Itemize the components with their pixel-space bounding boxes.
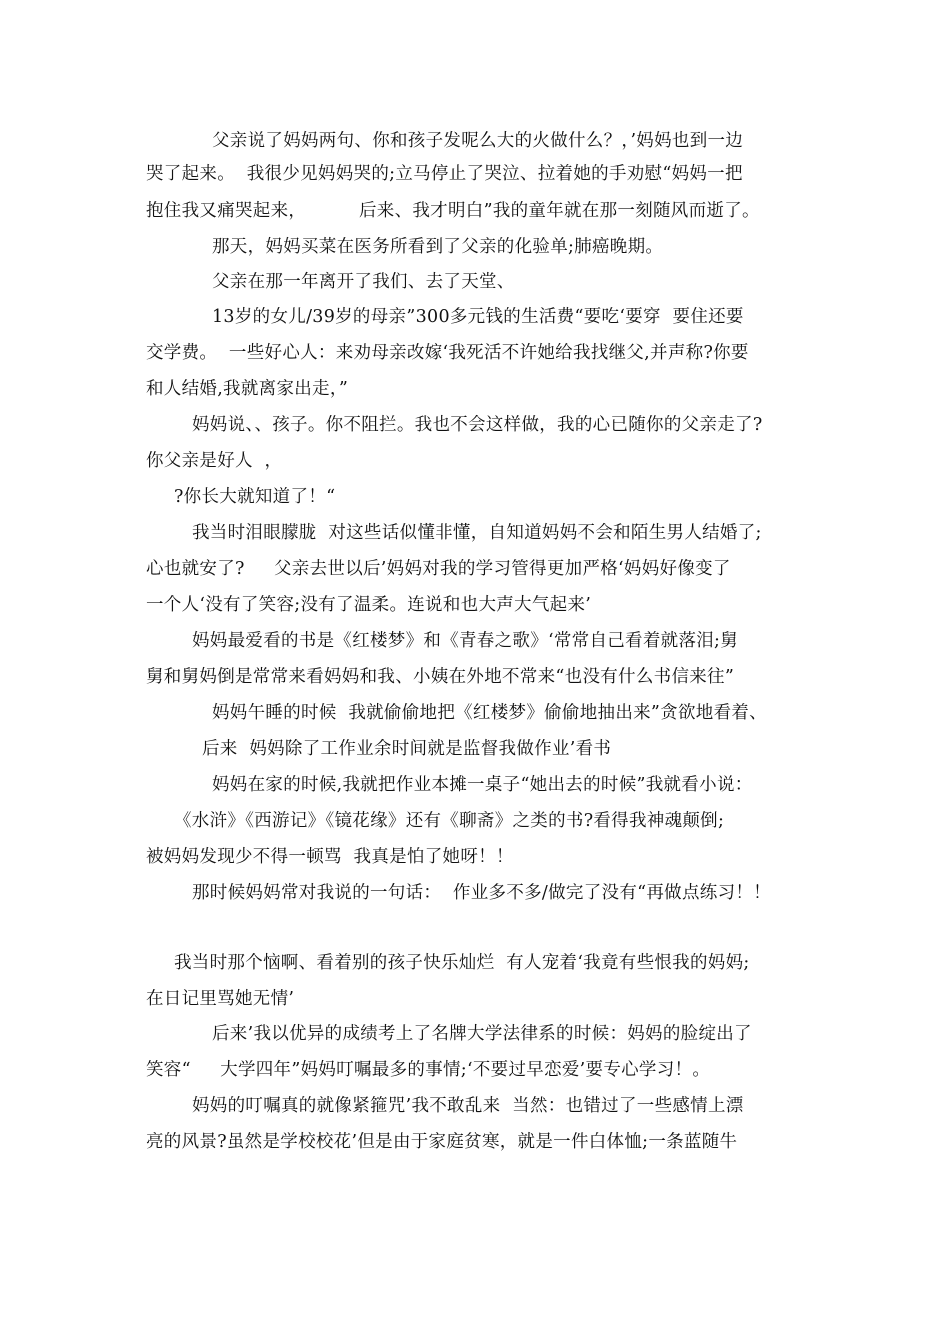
paragraph-line: 那天，妈妈买菜在医务所看到了父亲的化验单;肺癌晚期。 xyxy=(212,237,664,257)
paragraph-line: 亮的风景?虽然是学校校花’但是由于家庭贫寒，就是一件白体恤;一条蓝随牛 xyxy=(146,1132,738,1152)
paragraph-line: 在日记里骂她无情’ xyxy=(146,989,295,1009)
paragraph-line: 妈妈说、、孩子。你不阻拦。我也不会这样做，我的心已随你的父亲走了? xyxy=(192,415,763,435)
paragraph-line: 《水浒》《西游记》《镜花缘》还有《聊斋》之类的书?看得我神魂颠倒; xyxy=(174,811,725,831)
paragraph-line: 被妈妈发现少不得一顿骂 我真是怕了她呀！！ xyxy=(146,847,514,867)
paragraph-line: 我当时那个恼啊、看着别的孩子快乐灿烂 有人宠着‘我竟有些恨我的妈妈; xyxy=(174,953,750,973)
paragraph-line: 交学费。 一些好心人：来劝母亲改嫁‘我死活不许她给我找继父,并声称?你要 xyxy=(146,343,749,363)
paragraph-line: 舅和舅妈倒是常常来看妈妈和我、小姨在外地不常来“也没有什么书信来往” xyxy=(146,667,735,687)
paragraph-line: 一个人‘没有了笑容;没有了温柔。连说和也大声大气起来’ xyxy=(146,595,592,615)
paragraph-line: 妈妈午睡的时候 我就偷偷地把《红楼梦》偷偷地抽出来”贪欲地看着、 xyxy=(212,703,767,723)
paragraph-line: 妈妈在家的时候,我就把作业本摊一桌子“她出去的时候”我就看小说： xyxy=(212,775,753,795)
paragraph-line: 后来’我以优异的成绩考上了名牌大学法律系的时候：妈妈的脸绽出了 xyxy=(212,1024,752,1044)
paragraph-line: 心也就安了? 父亲去世以后’妈妈对我的学习管得更加严格‘妈妈好像变了 xyxy=(146,559,731,579)
paragraph-line: 妈妈最爱看的书是《红楼梦》和《青春之歌》‘常常自己看着就落泪;舅 xyxy=(192,631,739,651)
paragraph-line: 13岁的女儿/39岁的母亲”300多元钱的生活费“要吃‘要穿 要住还要 xyxy=(212,307,744,327)
paragraph-line: 哭了起来。 我很少见妈妈哭的;立马停止了哭泣、拉着她的手劝慰“妈妈一把 xyxy=(146,164,743,184)
paragraph-line: 和人结婚,我就离家出走，” xyxy=(146,379,349,399)
paragraph-line: 妈妈的叮嘱真的就像紧箍咒’我不敢乱来 当然：也错过了一些感情上漂 xyxy=(192,1096,744,1116)
paragraph-line: 父亲说了妈妈两句、你和孩子发呢么大的火做什么？，’妈妈也到一边 xyxy=(212,131,744,151)
paragraph-line: 父亲在那一年离开了我们、去了天堂、 xyxy=(212,272,515,292)
paragraph-line: 后来 妈妈除了工作业余时间就是监督我做作业’看书 xyxy=(202,739,612,759)
paragraph-line: ?你长大就知道了！“ xyxy=(174,487,336,507)
paragraph-line: 笑容“ 大学四年”妈妈叮嘱最多的事情;‘不要过早恋爱’要专心学习！。 xyxy=(146,1060,711,1080)
paragraph-line: 那时候妈妈常对我说的一句话： 作业多不多/做完了没有“再做点练习！！ xyxy=(192,883,771,903)
paragraph-line: 抱住我又痛哭起来， 后来、我才明白”我的童年就在那一刻随风而逝了。 xyxy=(146,201,760,221)
paragraph-line: 你父亲是好人 ， xyxy=(146,451,283,471)
paragraph-line: 我当时泪眼朦胧 对这些话似懂非懂，自知道妈妈不会和陌生男人结婚了; xyxy=(192,523,762,543)
